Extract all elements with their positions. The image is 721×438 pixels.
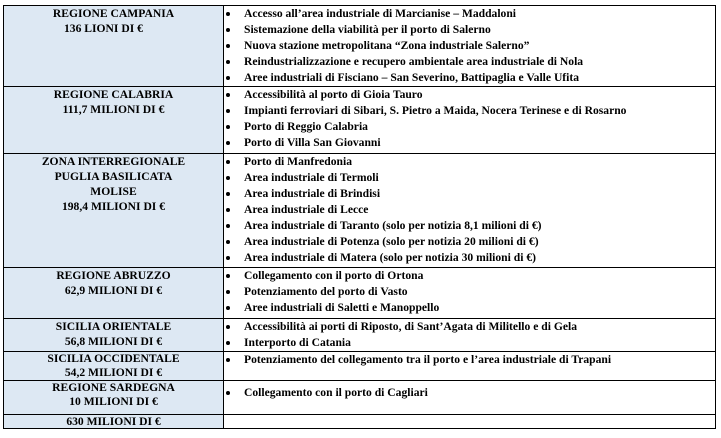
list-item: Reindustrializzazione e recupero ambientale area industriale di Nola [224, 54, 715, 70]
region-name-line: ZONA INTERREGIONALE [41, 155, 186, 168]
item-list [224, 87, 715, 151]
list-item: Porto di Manfredonia [224, 154, 715, 170]
list-item: Accessibilità ai porti di Riposto, di Sant’Agata di Militello e di Gela [224, 319, 715, 335]
list-item: Area industriale di Brindisi [224, 186, 715, 202]
item-list [224, 154, 715, 266]
items-cell [224, 268, 716, 319]
list-item: Potenziamento del collegamento tra il porto e l’area industriale di Trapani [224, 352, 715, 368]
region-cell [4, 381, 224, 415]
region-name: REGIONE CAMPANIA [52, 7, 175, 20]
list-item: Impianti ferroviari di Sibari, S. Pietro a Maida, Nocera Terinese e di Rosarno [224, 103, 715, 119]
region-amount: 198,4 MILIONI DI € [61, 200, 166, 213]
funding-table [3, 5, 716, 429]
items-cell [224, 352, 716, 381]
list-item: Aree industriali di Fisciano – San Severino, Battipaglia e Valle Ufita [224, 70, 715, 86]
list-item: Porto di Reggio Calabria [224, 119, 715, 135]
region-name: SICILIA OCCIDENTALE [47, 352, 180, 365]
region-cell [4, 87, 224, 154]
list-item: Sistemazione della viabilità per il porto di Salerno [224, 22, 715, 38]
items-cell [224, 87, 716, 154]
region-amount: 10 MILIONI DI € [69, 395, 158, 408]
list-item: Accessibilità al porto di Gioia Tauro [224, 87, 715, 103]
item-list [224, 6, 715, 86]
list-item: Porto di Villa San Giovanni [224, 135, 715, 151]
region-name: REGIONE CALABRIA [53, 88, 174, 101]
table-row [4, 352, 716, 381]
table-row [4, 268, 716, 319]
region-amount: 54,2 MILIONI DI € [64, 366, 163, 379]
items-cell [224, 319, 716, 352]
list-item: Area industriale di Matera (solo per notizia 30 milioni di €) [224, 250, 715, 266]
region-name: REGIONE ABRUZZO [56, 269, 171, 282]
region-cell [4, 319, 224, 352]
item-list [224, 352, 715, 368]
total-cell [4, 415, 224, 429]
total-amount: 630 MILIONI DI € [66, 415, 161, 428]
region-name: REGIONE SARDEGNA [52, 381, 175, 394]
region-name-line: MOLISE [90, 185, 137, 198]
list-item: Collegamento con il porto di Ortona [224, 268, 715, 284]
list-item: Interporto di Catania [224, 335, 715, 351]
region-amount: 136 LIONI DI € [64, 22, 143, 35]
list-item: Area industriale di Potenza (solo per notizia 20 milioni di €) [224, 234, 715, 250]
list-item: Potenziamento del porto di Vasto [224, 284, 715, 300]
list-item: Aree industriali di Saletti e Manoppello [224, 300, 715, 316]
item-list [224, 268, 715, 316]
table-row [4, 6, 716, 87]
list-item: Area industriale di Lecce [224, 202, 715, 218]
list-item: Area industriale di Taranto (solo per notizia 8,1 milioni di €) [224, 218, 715, 234]
table-row [4, 381, 716, 415]
list-item: Nuova stazione metropolitana “Zona industriale Salerno” [224, 38, 715, 54]
items-cell [224, 6, 716, 87]
region-name-line: PUGLIA BASILICATA [54, 170, 173, 183]
region-amount: 56,8 MILIONI DI € [64, 335, 163, 348]
region-cell [4, 6, 224, 87]
region-cell [4, 154, 224, 268]
empty-cell [224, 415, 716, 429]
region-cell [4, 352, 224, 381]
item-list [224, 319, 715, 351]
table-row [4, 154, 716, 268]
region-cell [4, 268, 224, 319]
table-row [4, 415, 716, 429]
region-amount: 62,9 MILIONI DI € [64, 284, 163, 297]
list-item: Area industriale di Termoli [224, 170, 715, 186]
list-item: Accesso all’area industriale di Marcianise – Maddaloni [224, 6, 715, 22]
table-row [4, 87, 716, 154]
items-cell [224, 154, 716, 268]
table-row [4, 319, 716, 352]
region-amount: 111,7 MILIONI DI € [62, 103, 165, 116]
items-cell [224, 381, 716, 415]
list-item: Collegamento con il porto di Cagliari [224, 385, 715, 401]
item-list [224, 385, 715, 401]
region-name: SICILIA ORIENTALE [55, 320, 172, 333]
